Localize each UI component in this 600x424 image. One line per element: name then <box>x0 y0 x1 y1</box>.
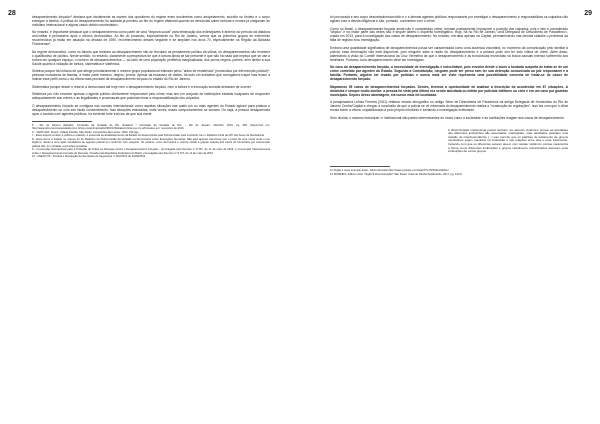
paragraph: foi provocada e seu corpo descartado/escondido e o s demais agentes públicos responsáveis por investigar o desaparecimento e responsabilizar os culpados não agiram com a devida diligência e são, portanto, coniventes com o crime. <box>330 15 568 23</box>
right-column <box>330 16 568 176</box>
page-number: 28 <box>8 10 16 17</box>
footnote: 10 - ANEXO 03 - Portaria e Resolução da Secretaria de Segurança nº 922/2014 de 22/09/2014. <box>32 155 146 159</box>
paragraph: Sistemática porque desde o retorno a democracia até hoje nem o desaparecimento forçado, nem a tortura e a execução sumária deixaram de ocorrer. <box>32 84 252 89</box>
paragraph: Como no Brasil, o desaparecimento forçado ainda não é considerado crime, tornase praticamente impossível a punição dos culpados, pois o fato é considerado "atípico" e na maior parte das vezes não é sequer aberto o inquérito investigativo. Hoje, há no Rio de Janeiro, uma Delegacia de Descoberta de Paradeiros¹¹, criada em 2013, para a investigação dos casos de desaparecimento. No entanto, ela atua apenas na Capital, permanecendo nas demais cidades o problema da falta de registro e/ou investigação. <box>330 26 568 43</box>
page-number: 29 <box>584 10 592 17</box>
bold-paragraph: Mapeamos 95 casos de desaparecimentos forçados. Destes, tivemos a oportunidade de analisar a descrição do acontecido em 87 situações. A dinâmica é sempre muito similar: a pessoa foi vista pela última vez sendo abordada ou detida por policiais militares ou civis e em um caso por guardas municipais. Depois desse abordagem, ela nunca mais foi localizada. <box>330 84 568 97</box>
left-column <box>32 16 270 159</box>
footnote: 11 Órgão é outro exemplo atual - Sílvio Almeida https://www.youtube.com/watch?v=FPDdGsGDiGU <box>330 168 449 172</box>
paragraph: Embora uma quantidade significativa de desaparecimentos possa ser caracterizada como uma ausência voluntária, no momento da comunicação pelo familiar à polícia, essa informação não está disponível, pois ninguém sabe a razão do desaparecimento e a pessoa pode sim ter sido vítima de crime. Além disso, adentrando a visão do Comitê Internacional da Cruz Vermelha de que o desaparecimento e as burocracias envolvidas na busca causam intenso sofrimento aos familiares. Portanto, todo desaparecimento deve ser investigado. <box>330 45 568 62</box>
paragraph: No entanto, é importante destacar que o desaparecimento como parte de uma "limpeza social" para eliminação dos indesejáveis é anterior ao período da ditadura civil-militar e permanece após o retorno democrático. Ao fim do processo, especialmente no Rio de Janeiro, vemos que os primeiros grupos de extermínio reconhecidos já estão em atuação na década de 1950, reconhecimento desses seguinte e se ampliam nos anos 70, especialmente na Região da Baixada Fluminense⁵. <box>32 30 270 47</box>
paragraph: Seletiva porque há indícios de que atinge prioritariamente o mesmo grupo populacional vitimado pelos "autos de resistência" (homicídios por intervenção policial)⁶; pessoas moradoras de favelas, a maior parte homens, negros, jovens. Apesar da escassez de dados, há todo um indicativo que consigamos traçar mas levam a indicar esse perfil como o da vítima mais provável de desaparecimento forçado no estado do Rio de Janeiro. <box>32 69 270 82</box>
footnote-divider <box>330 166 390 167</box>
right-page <box>300 0 600 424</box>
block-quote: A discriminação institucional possui também um aspecto sistêmico porque as atividades das diferentes instituições são associadas, interligadas, suas atividades guardam uma relação de interdependência (...) isso permite que os padrões de tratamento de grupos minoritários sejam mantidos na instituição e nas relações entre elas e esse tratamento, trazendo com que os diferentes setores atuem com caráter sistêmico porque caracteriza a forma como diferentes instituições e grupos racialmente subordinados acessam suas instituições de certos grupos. <box>448 127 568 154</box>
paragraph: Sem dúvida, o racismo estrutural¹² e institucional são partes determinantes do modo como a sociedade e as instituições reagem aos casos de desaparecimento. <box>330 115 565 120</box>
footnote: 7 - Esse arquivo contém a política e relatório, é essencial ao Estabelecimento da Estado foi desenvolvido pela Subcomissão para contribuir com o Relatório Final da CPI dos Autos de Resistência. <box>32 134 265 138</box>
paragraph: A pesquisadora Letícia Ferreira (2011) realizou estudo etnográfico no antigo Setor de Descoberta de Paradeiros da antiga Delegacia de Homicídios do Rio de Janeiro Centro/Capital e chegou a conclusão de que a polícia se vê informada do desaparecimento realiza a "construção de regulações", isso faz com que o olhar recaia sobre a vítima, culpabilizando-a pelo próprio infortúnio e tornando a investigação irrelevante. <box>330 100 568 113</box>
footnote: 8 - Esse termo é tratado no volume 01 do Relatório da Subcomissão da Verdade na Democracia sobre Execuções Sumárias. Não aqui apenas mencionar que o preço de uma morte onde o uso legítimo, direito a uma ação mandatória de agentes policial em confronto com suspeito. No entanto, como demonstra o volume citado a grande maioria dos casos de homicídios por intervenção policial são, em verdade, execuções sumárias. <box>32 138 270 148</box>
paragraph: desaparecimento forçado¹⁰ destaca que inicialmente as mortes dos opositores do regime eram encobertas como atropelamento, suicídio ou tiroteio e o corpo entregue à família. A prática do desaparecimento foi adotada já próximo ao fim do regime ditatorial quando as denúncias sobre torturas e mortes já chegavam ao noticiário internacional e alguns casos obtido notoriedade¹¹. <box>32 15 270 27</box>
footnote: 12 MOREIRA, Adilson José. Órgão É Discriminação? São Paulo: Casa do Direito/Justificando, 2017, pg. 134-5. <box>330 172 463 176</box>
bold-paragraph: No caso do desaparecimento forçado, a necessidade de investigação é indeclinável, pois envolve desde o início a fundada suspeita de tratar-se de um crime cometido por agentes do Estado. Segundo a Constituição, ninguém pode ser preso sem ter sua detenção comunicada ao juiz responsável e a família. Portanto, alguém ser levado por policiais e nunca mais ser visto representa uma possibilidade concreta de tratar-se de casos de desaparecimento forçado. <box>330 65 568 82</box>
paragraph: No regime democrático, como os fatores que levaram ao desaparecimento não se vinculam as pensamento político da vítima, os desaparecimentos não recebem o qualificativo de político. Neste sentido, no entanto, claramente a perspectiva de que a tortura ainda se faz presente e que não há nada que impeça que se use a tortura em qualquer espaço, o número de desaparecimentos — ao lado de uma população periférica marginalizada, dos povos negros, pobres, sem direito a sua Saúde quanto à violação de tortura, sistemática e sistêmica. <box>32 49 270 66</box>
footnote-divider <box>32 121 92 122</box>
footnote: 9 - Convenção Internacional para a Proteção de Todas as Pessoas contra o Desaparecimento Forçado - promulgada pelo Decreto nº 8.767, de 11 de maio de 2016, e Convenção Interamericana sobre o Desaparecimento Forçado de Pessoas, firmada pela República Federativa do Brasil, promulgada pelo Decreto nº 8.767, de 11 de maio de 2016. <box>32 148 270 155</box>
footnote: 6 – VENTURA, Zuenir. Cidade Partida. São Paulo: Companhia das Letras, 1994. 156 pgs. <box>32 130 140 134</box>
footnote: 5 - Rio de Janeiro (Estado). Comissão da Verdade do Rio. Relatório / Comissão da Verdade do Rio. – Rio de Janeiro: CEV-Rio, 2015. pg. 384. Disponível em: http://www.documentosrevelados.com.br/wp-content/uploads/2016/12/Relatorio-final-cev-rio.pdf Acesso em: novembro de 2019. <box>32 123 270 130</box>
paragraph: O desaparecimento forçado se configura nas normas internacionais como aquelas situações nas quais um ou mais agentes do Estado agiram para praticar o desaparecimento ou com seu tácito consentimento. Nas situações estudadas, mais vezes, esses comportamentos se somam. Ou seja, a pessoa desaparecida após o contato com agentes públicos, há evidente forte indícios de que sua morte <box>32 103 270 116</box>
paragraph: Sistêmica por não envolver apenas o agente público diretamente responsável pelo crime, mas sim um conjunto de instituições estatais incapazes de responder adequadamente aos crimes e as ilegalidades e processuais que poderiam levar a responsabilização dos culpados. <box>32 92 270 101</box>
